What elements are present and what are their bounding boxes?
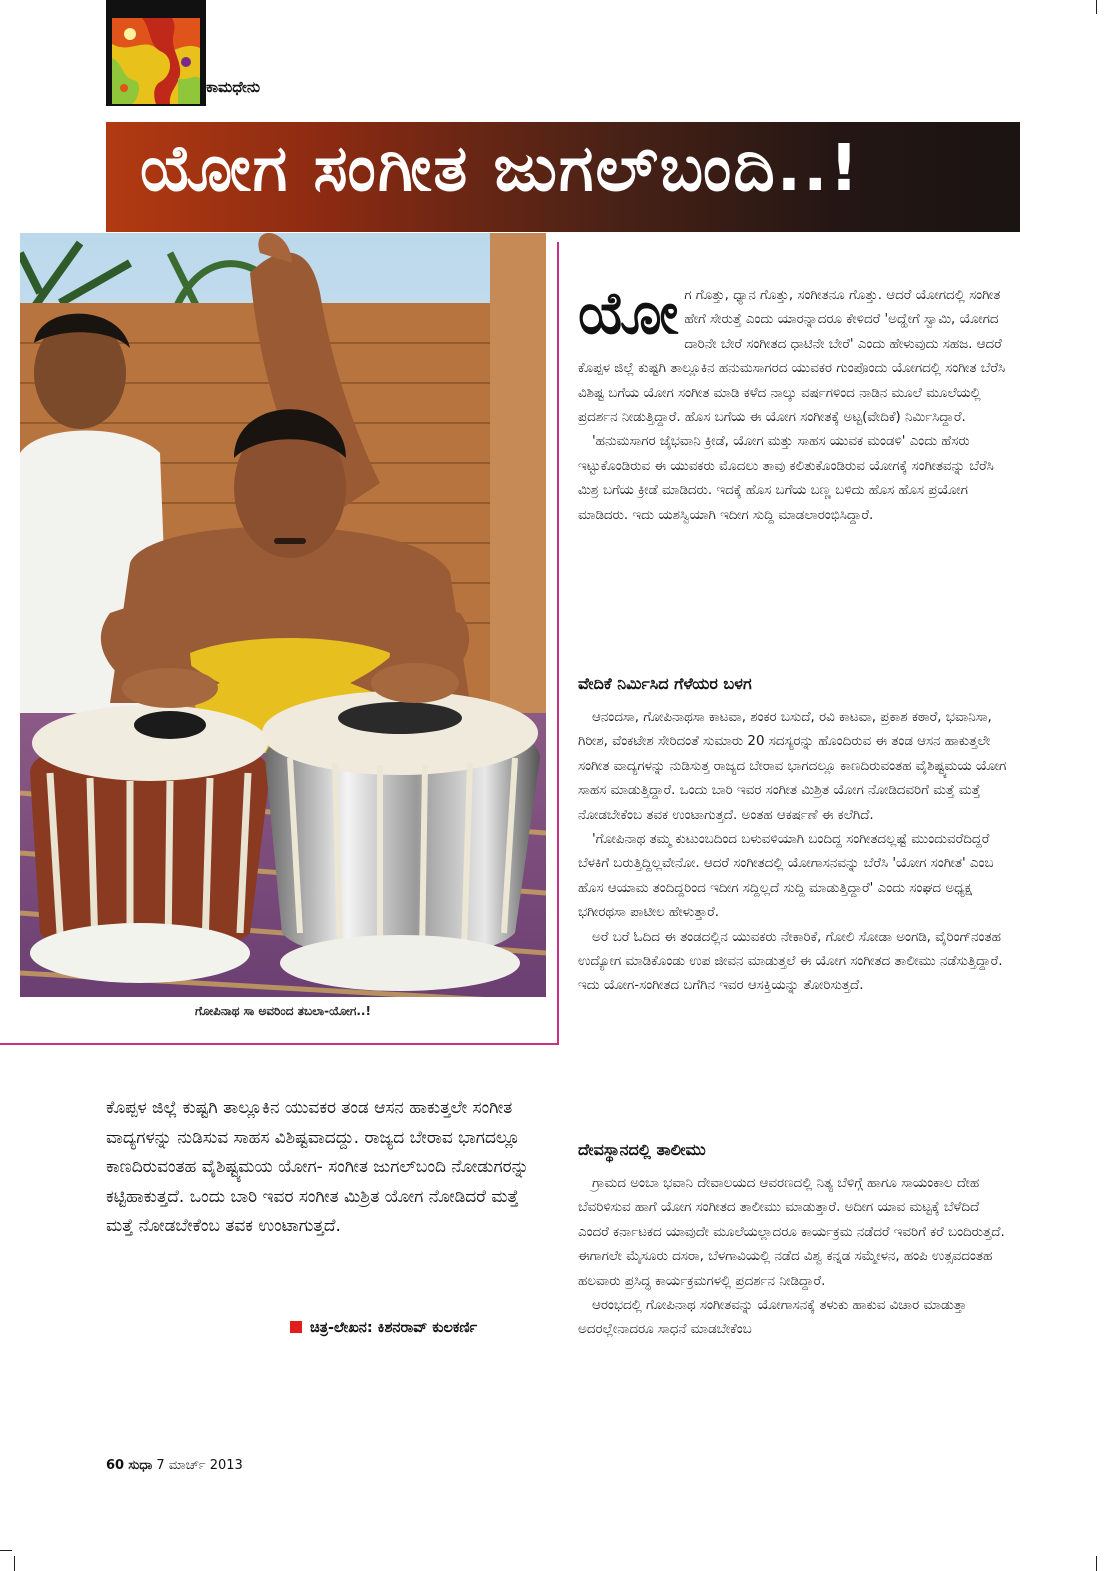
crop-mark (1096, 1556, 1097, 1571)
page-number: 60 (106, 1458, 125, 1473)
title-banner (106, 122, 1020, 232)
page-footer (106, 1458, 243, 1473)
article-section-1 (578, 706, 1008, 999)
article-paragraph: ಗ್ರಾಮದ ಅಂಬಾ ಭವಾನಿ ದೇವಾಲಯದ ಆವರಣದಲ್ಲಿ ನಿತ್ಯ ಬೆಳಿಗ್ಗೆ ಹಾಗೂ ಸಾಯಂಕಾಲ ದೇಹ ಬೆವರಿಳಿಸುವ ಹಾಗೆ ಯೋಗ ಸಂಗೀತದ ತಾಲೀಮು ಮಾಡುತ್ತಾರೆ. ಅದೀಗ ಯಾವ ಮಟ್ಟಕ್ಕೆ ಬೆಳೆದಿದೆ ಎಂದರೆ ಕರ್ನಾಟಕದ ಯಾವುದೇ ಮೂಲೆಯಲ್ಲಾದರೂ ಕಾರ್ಯಕ್ರಮ ನಡೆದರೆ ಇವರಿಗೆ ಕರೆ ಬಂದಿರುತ್ತದೆ. ಈಗಾಗಲೇ ಮೈಸೂರು ದಸರಾ, ಬೆಳಗಾವಿಯಲ್ಲಿ ನಡೆದ ವಿಶ್ವ ಕನ್ನಡ ಸಮ್ಮೇಳನ, ಹಂಪಿ ಉತ್ಸವದಂತಹ ಹಲವಾರು ಪ್ರಸಿದ್ಧ ಕಾರ್ಯಕ್ರಮಗಳಲ್ಲಿ ಪ್ರದರ್ಶನ ನೀಡಿದ್ದಾರೆ. (578, 1176, 1005, 1289)
article-paragraph: 'ಗೋಪಿನಾಥ ತಮ್ಮ ಕುಟುಂಬದಿಂದ ಬಳುವಳಿಯಾಗಿ ಬಂದಿದ್ದ ಸಂಗೀತದಲ್ಲಷ್ಟೆ ಮುಂದುವರೆದಿದ್ದರೆ ಬೆಳಕಿಗೆ ಬರುತ್ತಿದ್ದಿಲ್ಲವೇನೋ. ಆದರೆ ಸಂಗೀತದಲ್ಲಿ ಯೋಗಾಸನವನ್ನು ಬೆರೆಸಿ 'ಯೋಗ ಸಂಗೀತ' ಎಂಬ ಹೊಸ ಆಯಾಮ ತಂದಿದ್ದರಿಂದ ಇದೀಗ ಸದ್ದಿಲ್ಲದೆ ಸುದ್ದಿ ಮಾಡುತ್ತಿದ್ದಾರೆ' ಎಂದು ಸಂಘದ ಅಧ್ಯಕ್ಷ ಭಗೀರಥಸಾ ಪಾಟೀಲ ಹೇಳುತ್ತಾರೆ. (578, 832, 994, 921)
issue-date: 7 ಮಾರ್ಚ್ 2013 (156, 1458, 243, 1473)
lead-summary: ಕೊಪ್ಪಳ ಜಿಲ್ಲೆ ಕುಷ್ಟಗಿ ತಾಲ್ಲೂಕಿನ ಯುವಕರ ತಂಡ ಆಸನ ಹಾಕುತ್ತಲೇ ಸಂಗೀತ ವಾದ್ಯಗಳನ್ನು ನುಡಿಸುವ ಸಾಹಸ ವಿಶಿಷ್ಟವಾದದ್ದು. ರಾಜ್ಯದ ಬೇರಾವ ಭಾಗದಲ್ಲೂ ಕಾಣದಿರುವಂತಹ ವೈಶಿಷ್ಟ್ಯಮಯ ಯೋಗ- ಸಂಗೀತ ಜುಗಲ್‌ಬಂದಿ ನೋಡುಗರನ್ನು ಕಟ್ಟಿಹಾಕುತ್ತದೆ. ಒಂದು ಬಾರಿ ಇವರ ಸಂಗೀತ ಮಿಶ್ರಿತ ಯೋಗ ನೋಡಿದರೆ ಮತ್ತೆ ಮತ್ತೆ ನೋಡಬೇಕೆಂಬ ತವಕ ಉಂಟಾಗುತ್ತದೆ. (106, 1098, 529, 1237)
section-divider (0, 1043, 559, 1045)
section-label: ಕಾಮಧೇನು (206, 78, 261, 96)
article-paragraph: ಅರೆ ಬರೆ ಓದಿದ ಈ ತಂಡದಲ್ಲಿನ ಯುವಕರು ನೇಕಾರಿಕೆ, ಗೋಲಿ ಸೋಡಾ ಅಂಗಡಿ, ವೈರಿಂಗ್‌ನಂತಹ ಉದ್ಯೋಗ ಮಾಡಿಕೊಂಡು ಉಪ ಜೀವನ ಮಾಡುತ್ತಲೆ ಈ ಯೋಗ ಸಂಗೀತದ ತಾಲೀಮು ನಡೆಸುತ್ತಿದ್ದಾರೆ. ಇದು ಯೋಗ-ಸಂಗೀತದ ಬಗೆಗಿನ ಇವರ ಆಸಕ್ತಿಯನ್ನು ತೋರಿಸುತ್ತದೆ. (578, 929, 1003, 994)
article-paragraph: ಆನಂದಸಾ, ಗೋಪಿನಾಥಸಾ ಕಾಟವಾ, ಶಂಕರ ಬಸುದೆ, ರವಿ ಕಾಟವಾ, ಪ್ರಕಾಶ ಕಠಾರೆ, ಭವಾನಿಸಾ, ಗಿರೀಶ, ವೆಂಕಟೇಶ ಸೇರಿದಂತೆ ಸುಮಾರು 20 ಸದಸ್ಯರನ್ನು ಹೊಂದಿರುವ ಈ ತಂಡ ಆಸನ ಹಾಕುತ್ತಲೇ ಸಂಗೀತ ವಾದ್ಯಗಳನ್ನು ನುಡಿಸುತ್ತ ರಾಜ್ಯದ ಬೇರಾವ ಭಾಗದಲ್ಲೂ ಕಾಣದಿರುವಂತಹ ವೈಶಿಷ್ಟ್ಯಮಯ ಯೋಗ ಸಾಹಸ ಮಾಡುತ್ತಿದ್ದಾರೆ. ಒಂದು ಬಾರಿ ಇವರ ಸಂಗೀತ ಮಿಶ್ರಿತ ಯೋಗ ನೋಡಿದವರಿಗೆ ಮತ್ತೆ ಮತ್ತೆ ನೋಡಬೇಕೆಂಬ ತವಕ ಉಂಟಾಗುತ್ತದೆ. ಅಂತಹ ಆಕರ್ಷಣೆ ಈ ಕಲೆಗಿದೆ. (578, 710, 1007, 823)
article-photo (20, 233, 546, 997)
subheading: ವೇದಿಕೆ ನಿರ್ಮಿಸಿದ ಗೆಳೆಯರ ಬಳಗ (578, 674, 752, 693)
article-section-2 (578, 1172, 1008, 1343)
crop-mark (1096, 0, 1097, 14)
photo-caption: ಗೋಪಿನಾಥ ಸಾ ಅವರಿಂದ ತಬಲಾ-ಯೋಗ..! (195, 1004, 371, 1018)
article-intro (578, 279, 1008, 528)
article-paragraph: ಆರಂಭದಲ್ಲಿ ಗೋಪಿನಾಥ ಸಂಗೀತವನ್ನು ಯೋಗಾಸನಕ್ಕೆ ತಳುಕು ಹಾಕುವ ವಿಚಾರ ಮಾಡುತ್ತಾ ಅದರಲ್ಲೇನಾದರೂ ಸಾಧನೆ ಮಾಡಬೇಕೆಂಬ (578, 1298, 967, 1338)
subheading: ದೇವಸ್ಥಾನದಲ್ಲಿ ತಾಲೀಮು (578, 1140, 706, 1159)
byline-marker (290, 1321, 302, 1333)
byline (290, 1320, 477, 1336)
page-title: ಯೋಗ ಸಂಗೀತ ಜುಗಲ್‌ಬಂದಿ..! (140, 132, 861, 206)
magazine-name: ಸುಧಾ (128, 1458, 153, 1473)
crop-mark (0, 1550, 12, 1551)
article-paragraph: 'ಹನುಮಸಾಗರ ಜೈಭವಾನಿ ಕ್ರೀಡೆ, ಯೋಗ ಮತ್ತು ಸಾಹಸ ಯುವಕ ಮಂಡಳಿ' ಎಂದು ಹೆಸರು ಇಟ್ಟುಕೊಂಡಿರುವ ಈ ಯುವಕರು ಮೊದಲು ತಾವು ಕಲಿತುಕೊಂಡಿರುವ ಯೋಗಕ್ಕೆ ಸಂಗೀತವನ್ನು ಬೆರೆಸಿ ಮಿಶ್ರ ಬಗೆಯ ಕ್ರೀಡೆ ಮಾಡಿದರು. ಇದಕ್ಕೆ ಹೊಸ ಬಗೆಯ ಬಣ್ಣ ಬಳಿದು ಹೊಸ ಹೊಸ ಪ್ರಯೋಗ ಮಾಡಿದರು. ಇದು ಯಶಸ್ವಿಯಾಗಿ ಇದೀಗ ಸುದ್ದಿ ಮಾಡಲಾರಂಭಿಸಿದ್ದಾರೆ. (578, 434, 994, 523)
byline-text: ಚಿತ್ರ-ಲೇಖನ: ಕಿಶನರಾವ್ ಕುಲಕರ್ಣಿ (310, 1320, 478, 1336)
article-paragraph: ಗ ಗೊತ್ತು, ಧ್ಯಾನ ಗೊತ್ತು, ಸಂಗೀತನೂ ಗೊತ್ತು. ಆದರೆ ಯೋಗದಲ್ಲಿ ಸಂಗೀತ ಹೇಗೆ ಸೇರುತ್ತೆ ಎಂದು ಯಾರನ್ನಾದರೂ ಕೇಳಿದರೆ 'ಅದ್ಹೇಗೆ ಸ್ವಾಮಿ, ಯೋಗದ ದಾರಿನೇ ಬೇರೆ ಸಂಗೀತದ ಧಾಟಿನೇ ಬೇರೆ' ಎಂದು ಹೇಳುವುದು ಸಹಜ. ಆದರೆ ಕೊಪ್ಪಳ ಜಿಲ್ಲೆ ಕುಷ್ಟಗಿ ತಾಲ್ಲೂಕಿನ ಹನುಮಸಾಗರದ ಯುವಕರ ಗುಂಪೊಂದು ಯೋಗದಲ್ಲಿ ಸಂಗೀತ ಬೆರೆಸಿ ವಿಶಿಷ್ಟ ಬಗೆಯ ಯೋಗ ಸಂಗೀತ ಮಾಡಿ ಕಳೆದ ನಾಲ್ಕು ವರ್ಷಗಳಿಂದ ನಾಡಿನ ಮೂಲೆ ಮೂಲೆಯಲ್ಲಿ ಪ್ರದರ್ಶನ ನೀಡುತ್ತಿದ್ದಾರೆ. ಹೊಸ ಬಗೆಯ ಈ ಯೋಗ ಸಂಗೀತಕ್ಕೆ ಅಟ್ಟ(ವೇದಿಕೆ) ನಿರ್ಮಿಸಿದ್ದಾರೆ. (578, 288, 1006, 426)
crop-mark (14, 1556, 15, 1571)
column-divider (557, 242, 559, 1044)
drop-cap: ಯೋ (578, 279, 679, 347)
section-logo (106, 0, 206, 106)
